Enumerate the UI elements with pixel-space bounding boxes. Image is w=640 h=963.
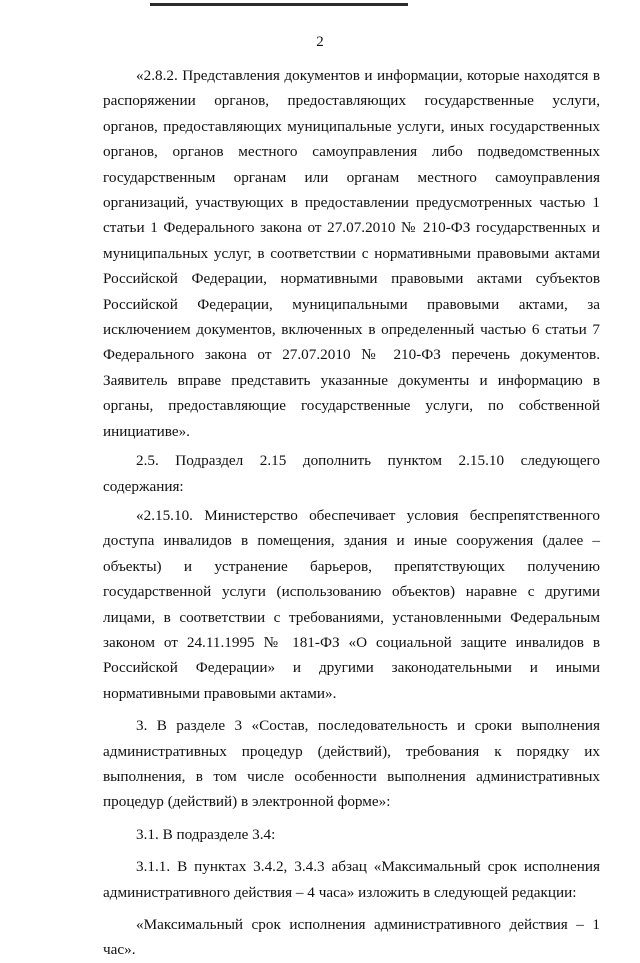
page-number: 2 — [316, 34, 324, 50]
paragraph-max-time: «Максимальный срок исполнения административного действия – 1 час». — [103, 916, 600, 959]
paragraph-2-5: 2.5. Подраздел 2.15 дополнить пунктом 2.15.10 следующего содержания: — [103, 452, 600, 495]
paragraph-2-15-10: «2.15.10. Министерство обеспечивает условия беспрепятственного доступа инвалидов в помещения, здания и иные сооружения (далее – объекты) и устранение барьеров, препятствующих получению государственной услуги (использованию объектов) наравне с другими лицами, в соответствии с требованиями, установленными Федеральным законом от 24.11.1995 № 181-ФЗ «О социальной защите инвалидов в Российской Федерации» и другими законодательными и иными нормативными правовыми актами». — [103, 506, 600, 702]
paragraph-section-3: 3. В разделе 3 «Состав, последовательность и сроки выполнения административных процедур (действий), требования к порядку их выполнения, в том числе особенности выполнения административных процедур (действий) в электронной форме»: — [103, 717, 600, 811]
paragraph-2-8-2: «2.8.2. Представления документов и информации, которые находятся в распоряжении органов, предоставляющих государственные услуги, органов, предоставляющих муниципальные услуги, иных государственных органов, органов местного самоуправления либо подведомственных государственным органам или органам местного самоуправления организаций, участвующих в предоставлении предусмотренных частью 1 статьи 1 Федерального закона от 27.07.2010 № 210-ФЗ государственных и муниципальных услуг, в соответствии с нормативными правовыми актами Российской Федерации, нормативными правовыми актами субъектов Российской Федерации, муниципальными правовыми актами, за исключением документов, включенных в определенный частью 6 статьи 7 Федерального закона от 27.07.2010 № 210-ФЗ перечень документов. Заявитель вправе представить указанные документы и информацию в органы, предоставляющие государственные услуги, по собственной инициативе». — [103, 67, 600, 440]
paragraph-3-1: 3.1. В подразделе 3.4: — [136, 825, 276, 843]
top-rule — [150, 3, 408, 6]
paragraph-3-1-1: 3.1.1. В пунктах 3.4.2, 3.4.3 абзац «Максимальный срок исполнения административного действия – 4 часа» изложить в следующей редакции: — [103, 858, 600, 901]
document-body — [103, 63, 600, 963]
